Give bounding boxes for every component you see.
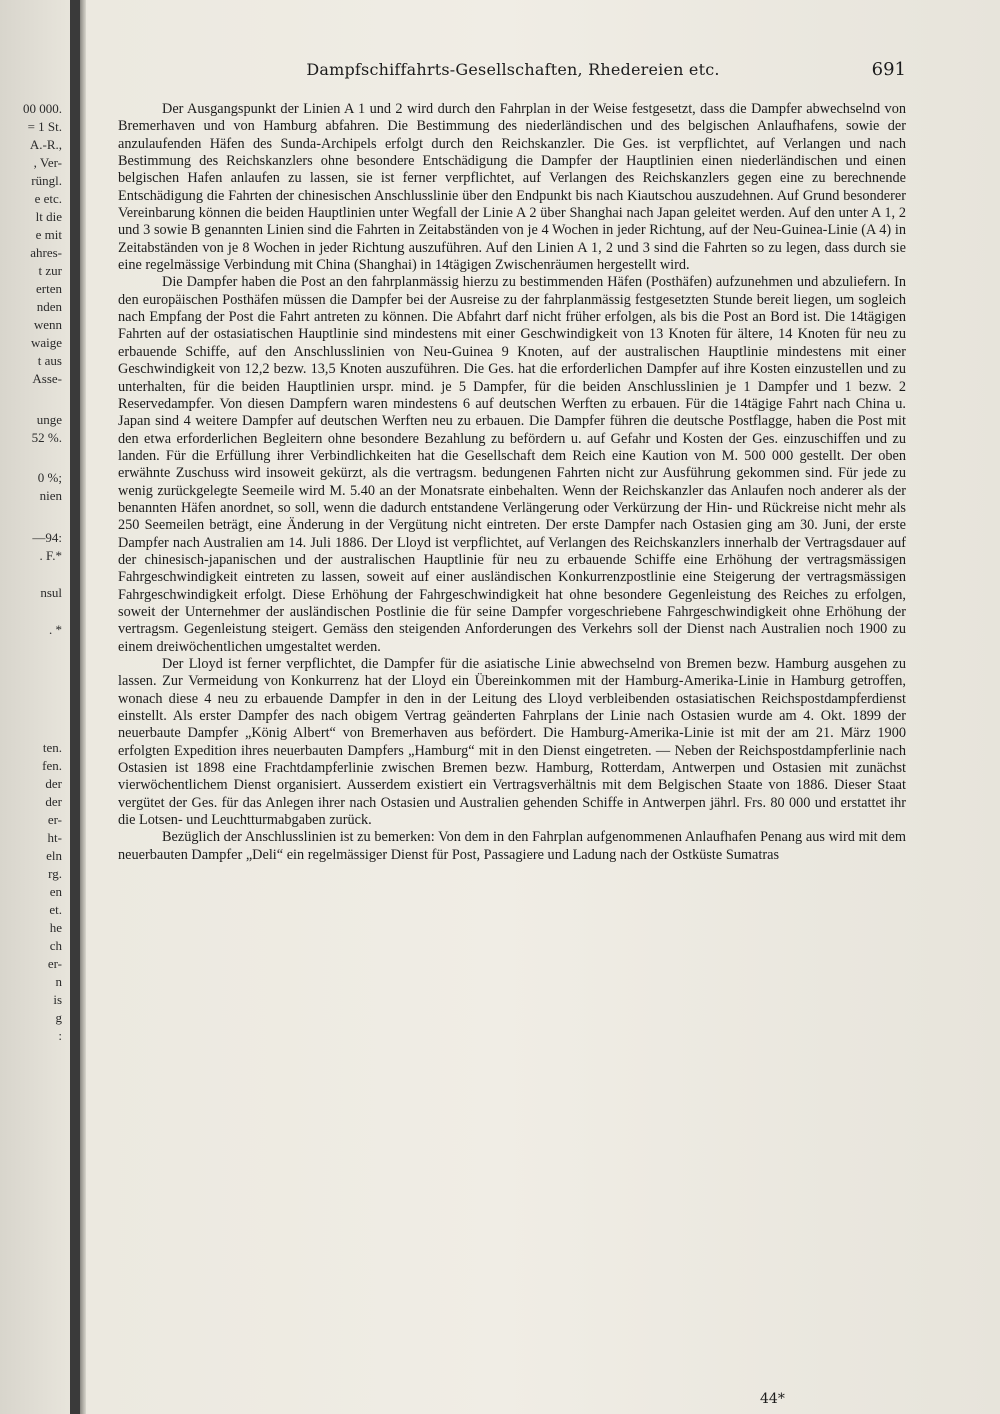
- margin-fragment: nsul: [40, 585, 62, 600]
- margin-fragment: nden: [36, 299, 62, 314]
- margin-fragment: ht-: [47, 830, 62, 845]
- margin-fragment: nien: [39, 488, 62, 503]
- running-title: Dampfschiffahrts-Gesellschaften, Rhedereien etc.: [306, 60, 720, 79]
- margin-fragment: 52 %.: [31, 430, 62, 445]
- margin-fragment: —94:: [32, 530, 62, 545]
- margin-fragment: . F.*: [39, 548, 62, 563]
- margin-fragment: :: [58, 1028, 62, 1043]
- paragraph: Die Dampfer haben die Post an den fahrplanmässig hierzu zu bestimmenden Häfen (Posthäfen) aufzunehmen und abzuliefern. In den europäischen Posthäfen müssen die Dampfer bei der Ausreise zu der fahrplanmässig festgesetzten Stunde bereit liegen, um sogleich nach Empfang der Post die Fahrt antreten zu können. Die Abfahrt darf nicht früher erfolgen, als bis die Post an Bord ist. Die 14tägigen Fahrten auf der ostasiatischen Hauptlinie sind mindestens mit einer Geschwindigkeit von 13 Knoten für ältere, 14 Knoten für neu zu erbauende Schiffe, auf den Anschlusslinien von Neu-Guinea 9 Knoten, auf der australischen Hauptlinie mindestens mit einer Geschwindigkeit von 12,2 bezw. 13,5 Knoten auszuführen. Die Ges. hat die erforderlichen Dampfer auf ihre Kosten einzustellen und zu unterhalten, für die beiden Hauptlinien urspr. mind. je 5 Dampfer, für die beiden Anschlusslinien je 1 Dampfer und 1 bezw. 2 Reservedampfer. Von diesen Dampfern waren mindestens 6 auf deutschen Werften zu erbauen. Für die 14tägige Fahrt nach China u. Japan sind 4 weitere Dampfer auf deutschen Werften neu zu erbauen. Die Dampfer führen die deutsche Postflagge, haben die Post mit den etwa erforderlichen Begleitern ohne besondere Bezahlung zu befördern u. auf Gefahr und Kosten der Ges. einzuschiffen und zu landen. Für die Erfüllung ihrer Verbindlichkeiten hat die Gesellschaft dem Reich eine Kaution von M. 500 000 gestellt. Der oben erwähnte Zuschuss wird insoweit gekürzt, als die vertragsm. bedungenen Fahrten nicht zur Ausführung gekommen sind. Für jede zu wenig zurückgelegte Seemeile wird M. 5.40 an der Monatsrate einbehalten. Wenn der Reichskanzler das Anlaufen noch anderer als der benannten Häfen anordnet, so soll, wenn die dadurch entstandene Verlängerung oder Verkürzung der Hin- und Rückreise nicht mehr als 250 Seemeilen beträgt, eine Änderung in der Vergütung nicht eintreten. Der erste Dampfer nach Ostasien ging am 30. Juni, der erste Dampfer nach Australien am 14. Juli 1886. Der Lloyd ist verpflichtet, auf Verlangen des Reichskanzlers innerhalb der Vertragsdauer auf der chinesisch-japanischen und der australischen Hauptlinie für neu zu erbauende Schiffe eine Erhöhung der vertragsmässigen Fahrgeschwindigkeit eintreten zu lassen, soweit auf einer ausländischen Konkurrenzpostlinie eine Steigerung der vertragsmässigen Fahrgeschwindigkeit erfolgt. Diese Erhöhung der Fahrgeschwindigkeit hat ohne besondere Gegenleistung des Reiches zu erfolgen, soweit der Unternehmer der ausländischen Postlinie die für seine Dampfer vorgeschriebene Fahrgeschwindigkeit ohne Erhöhung der vertragsm. Gegenleistung steigert. Gemäss den steigenden Anforderungen des Verkehrs soll der Dienst nach Australien noch 1900 zu einem dreiwöchentlichen umgestaltet werden.: [118, 274, 906, 655]
- margin-fragment: 0 %;: [37, 470, 62, 485]
- margin-fragment: e mit: [35, 227, 62, 242]
- page-header: [118, 60, 908, 84]
- margin-fragment: er-: [47, 812, 62, 827]
- margin-fragment: eln: [46, 848, 62, 863]
- margin-fragment: , Ver-: [33, 155, 62, 170]
- margin-fragment: rg.: [48, 866, 62, 881]
- margin-fragment: t zur: [38, 263, 62, 278]
- page-number: 691: [871, 59, 906, 80]
- margin-fragment: = 1 St.: [27, 119, 62, 134]
- margin-fragment: ten.: [42, 740, 62, 755]
- margin-fragment: e etc.: [34, 191, 62, 206]
- body-text: [118, 101, 906, 864]
- binding-gutter-fade: [80, 0, 86, 1414]
- margin-fragment: is: [53, 992, 62, 1007]
- margin-fragment: er-: [47, 956, 62, 971]
- binding-gutter-shadow: [70, 0, 80, 1414]
- margin-fragment: lt die: [35, 209, 62, 224]
- margin-fragment: unge: [36, 412, 62, 427]
- previous-page-margin-fragments: [0, 0, 66, 1414]
- paragraph: Der Lloyd ist ferner verpflichtet, die Dampfer für die asiatische Linie abwechselnd von Bremen bezw. Hamburg ausgehen zu lassen. Zur Vermeidung von Konkurrenz hat der Lloyd ein Übereinkommen mit der Hamburg-Amerika-Linie in Hamburg getroffen, wonach diese 4 neu zu erbauende Dampfer in den in der Leitung des Lloyd verbleibenden ostasiatischen Reichspostdampferdienst einstellt. Als erster Dampfer des nach obigem Vertrag geänderten Fahrplans der Linie nach Ostasien wurde am 4. Okt. 1899 der neuerbaute Dampfer „König Albert“ von Bremerhaven aus befördert. Die Hamburg-Amerika-Linie ist mit der am 21. März 1900 erfolgten Expedition ihres neuerbauten Dampfers „Hamburg“ mit in den Dienst eingetreten. — Neben der Reichspostdampferlinie nach Ostasien ist 1898 eine Frachtdampferlinie zwischen Bremen bezw. Hamburg, Rotterdam, Antwerpen und Ostasien mit zunächst vierwöchentlichem Dienst organisiert. Ausserdem existiert ein Vertragsverhältnis mit dem Belgischen Staate von 1886. Dieser Staat vergütet der Ges. für das Anlegen ihrer nach Ostasien und Australien gehenden Schiffe in Antwerpen jährl. Frs. 80 000 und erstattet ihr die Lotsen- und Leuchtturmabgaben zurück.: [118, 656, 906, 829]
- margin-fragment: en: [49, 884, 62, 899]
- margin-fragment: . *: [49, 622, 62, 637]
- margin-fragment: A.-R.,: [29, 137, 62, 152]
- margin-fragment: waige: [30, 335, 62, 350]
- paragraph: Der Ausgangspunkt der Linien A 1 und 2 wird durch den Fahrplan in der Weise festgesetzt, dass die Dampfer abwechselnd von Bremerhaven und von Hamburg abfahren. Die Bestimmung des niederländischen und des belgischen Anlaufhafens, sowie der anzulaufenden Häfen des Sunda-Archipels erfolgt durch den Reichskanzler. Die Ges. ist verpflichtet, auf Verlangen und nach Bestimmung des Reichskanzlers ohne besondere Entschädigung die Dampfer der Hauptlinien einen niederländischen und einen belgischen Hafen anlaufen zu lassen, sie ist ferner verpflichtet, auf Verlangen des Reichskanzlers gegen eine zu berechnende Entschädigung die Fahrten der chinesischen Anschlusslinie über den Endpunkt bis nach Kiautschou auszudehnen. Auf Grund besonderer Vereinbarung können die beiden Hauptlinien unter Wegfall der Linie A 2 über Shanghai nach Japan geleitet werden. Auf den unter A 1, 2 und 3 sowie B genannten Linien sind die Fahrten in Zeitabständen von je 4 Wochen in jeder Richtung, auf der Neu-Guinea-Linie (A 4) in Zeitabständen von je 8 Wochen in jeder Richtung auszuführen. Auf den Linien A 1, 2 und 3 sind die Fahrten so zu legen, dass durch sie eine regelmässige Verbindung mit China (Shanghai) in 14tägigen Zwischenräumen hergestellt wird.: [118, 101, 906, 274]
- margin-fragment: he: [49, 920, 62, 935]
- margin-fragment: g: [55, 1010, 62, 1025]
- margin-fragment: fen.: [42, 758, 62, 773]
- margin-fragment: ch: [49, 938, 62, 953]
- margin-fragment: der: [45, 776, 62, 791]
- paragraph: Bezüglich der Anschlusslinien ist zu bemerken: Von dem in den Fahrplan aufgenommenen Anlaufhafen Penang aus wird mit dem neuerbauten Dampfer „Deli“ ein regelmässiger Dienst für Post, Passagiere und Ladung nach der Ostküste Sumatras: [118, 829, 906, 863]
- margin-fragment: wenn: [33, 317, 62, 332]
- margin-fragment: erten: [36, 281, 62, 296]
- margin-fragment: et.: [49, 902, 62, 917]
- margin-fragment: 00 000.: [23, 101, 62, 116]
- margin-fragment: ahres-: [30, 245, 62, 260]
- margin-fragment: n: [55, 974, 62, 989]
- signature-mark: 44*: [760, 1391, 785, 1407]
- margin-fragment: Asse-: [32, 371, 62, 386]
- margin-fragment: rüngl.: [31, 173, 62, 188]
- margin-fragment: der: [45, 794, 62, 809]
- margin-fragment: t aus: [37, 353, 62, 368]
